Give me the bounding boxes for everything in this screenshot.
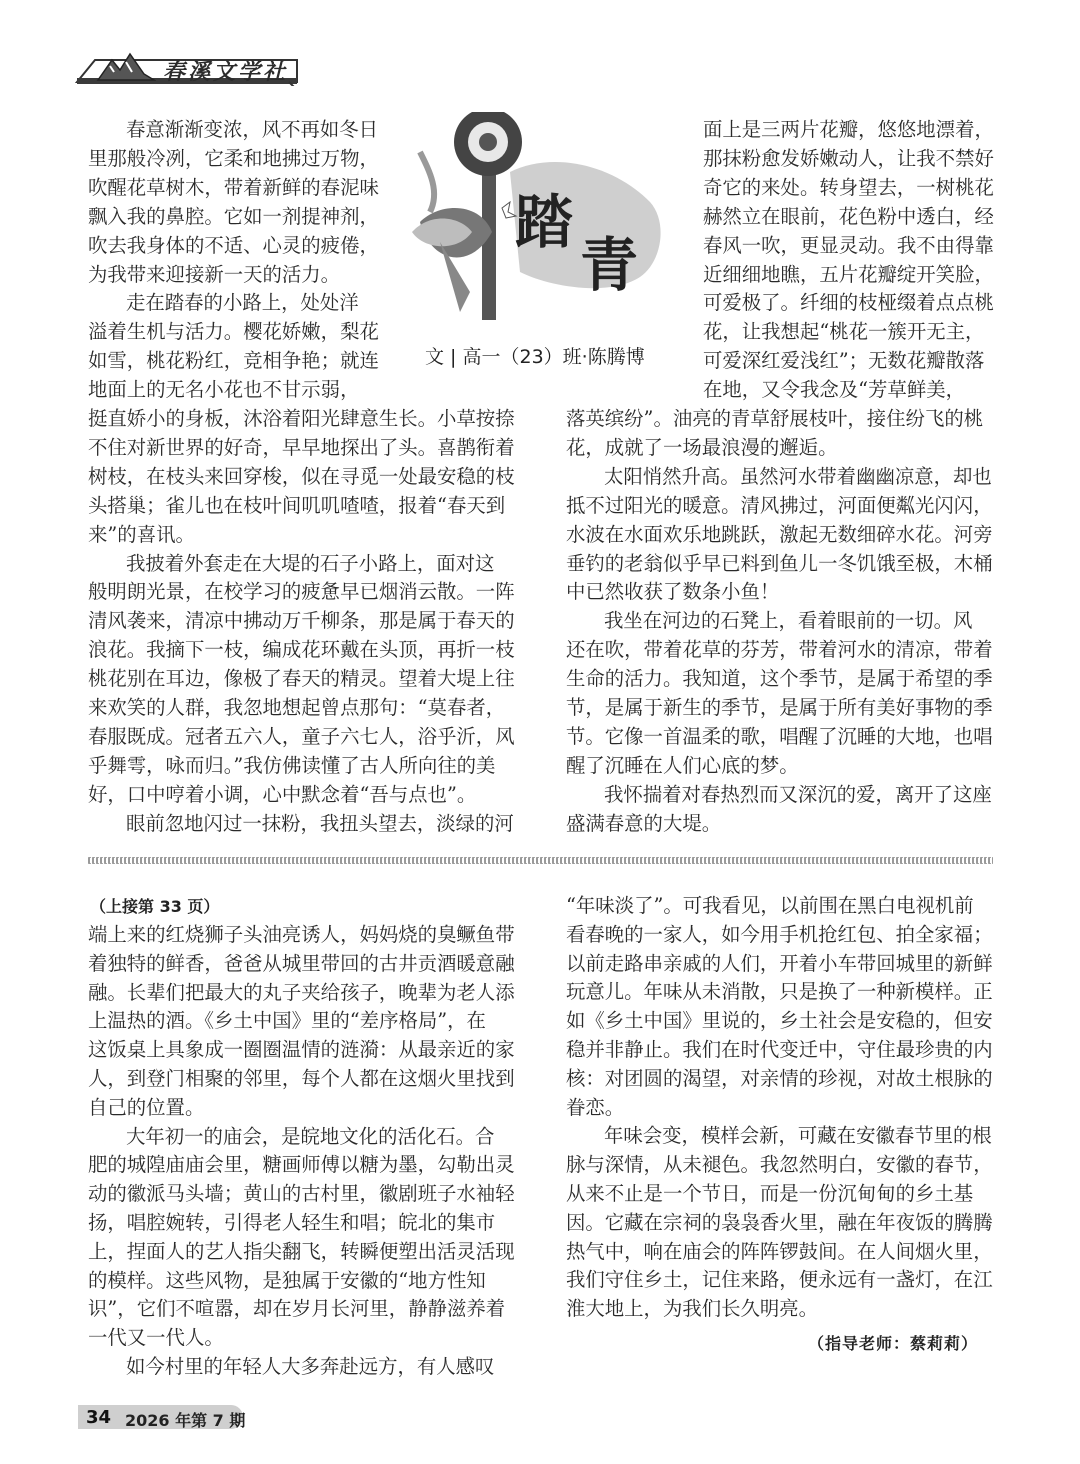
text-line: 如雪，桃花粉红，竞相争艳；就连 <box>88 349 379 373</box>
text-line: 在地，又令我念及“芳草鲜美， <box>703 378 965 402</box>
text-line: 端上来的红烧狮子头油亮诱人，妈妈烧的臭鳜鱼带 <box>88 923 515 946</box>
text-line: 生命的活力。我知道，这个季节，是属于希望的季 <box>566 667 993 691</box>
text-line: 融。长辈们把最大的丸子夹给孩子，晚辈为老人添 <box>88 980 515 1004</box>
text-line: 水波在水面欢乐地跳跃，激起无数细碎水花。河旁 <box>566 522 993 546</box>
text-line: 如《乡土中国》里说的，乡土社会是安稳的，但安 <box>566 1009 993 1033</box>
text-line: 一代又一代人。 <box>88 1326 224 1350</box>
text-line: 这饭桌上具象成一圈圈温情的涟漪：从最亲近的家 <box>88 1038 515 1062</box>
text-line: 头搭巢；雀儿也在枝叶间叽叽喳喳，报着“春天到 <box>88 493 506 517</box>
text-line: 大年初一的庙会，是皖地文化的活化石。合 <box>126 1124 495 1148</box>
text-line: 眼前忽地闪过一抹粉，我扭头望去，淡绿的河 <box>126 811 514 835</box>
text-line: 节，是属于新生的季节，是属于所有美好事物的季 <box>566 696 993 719</box>
text-line: 我怀揣着对春热烈而又深沉的爱，离开了这座 <box>604 782 992 806</box>
section-divider <box>88 857 993 864</box>
text-line: 着独特的鲜香，爸爸从城里带回的古井贡酒暖意融 <box>88 951 515 975</box>
continued-label: （上接第 33 页） <box>90 897 220 916</box>
text-line: 吹去我身体的不适、心灵的疲倦， <box>88 233 379 257</box>
text-line: 吹醒花草树木，带着新鲜的春泥味 <box>88 175 379 199</box>
text-line: 桃花别在耳边，像极了春天的精灵。望着大堤上往 <box>88 667 515 691</box>
text-line: 春意渐渐变浓，风不再如冬日 <box>126 118 379 141</box>
text-line: 动的徽派马头墙；黄山的古村里，徽剧班子水袖轻 <box>88 1182 515 1206</box>
text-line: 挺直娇小的身板，沐浴着阳光肆意生长。小草按捺 <box>88 407 515 430</box>
text-line: 不住对新世界的好奇，早早地探出了头。喜鹊衔着 <box>88 435 515 459</box>
text-line: 为我带来迎接新一天的活力。 <box>88 262 341 286</box>
text-line: 热气中，响在庙会的阵阵锣鼓间。在人间烟火里， <box>566 1239 993 1263</box>
text-line: 脉与深情，从未褪色。我忽然明白，安徽的春节， <box>566 1153 993 1177</box>
text-line: 玩意儿。年味从未消散，只是换了一种新模样。正 <box>566 980 993 1004</box>
text-line: 里那般冷冽，它柔和地拂过万物， <box>88 146 379 170</box>
text-line: 中已然收获了数条小鱼！ <box>566 580 780 604</box>
text-line: 奇它的来处。转身望去，一树桃花 <box>703 175 994 199</box>
title-char-qing: 青 <box>580 231 639 299</box>
text-line: 醒了沉睡在人们心底的梦。 <box>566 753 799 777</box>
text-line: 清风袭来，清凉中拂动万千柳条，那是属于春天的 <box>88 609 515 633</box>
text-line: 地面上的无名小花也不甘示弱， <box>88 378 360 402</box>
text-line: 扬，唱腔婉转，引得老人轻生和唱；皖北的集市 <box>88 1211 496 1234</box>
text-line: 我坐在河边的石凳上，看着眼前的一切。风 <box>604 609 973 633</box>
text-line: 溢着生机与活力。樱花娇嫩，梨花 <box>88 320 379 344</box>
text-line: 飘入我的鼻腔。它如一剂提神剂， <box>88 204 379 228</box>
text-line: 抵不过阳光的暖意。清风拂过，河面便粼光闪闪， <box>566 493 993 517</box>
text-line: 核：对团圆的渴望，对亲情的珍视，对故土根脉的 <box>566 1066 993 1090</box>
text-line: 般明朗光景，在校学习的疲惫早已烟消云散。一阵 <box>88 580 515 604</box>
page-number: 34 <box>86 1407 112 1428</box>
text-line: 人，到登门相聚的邻里，每个人都在这烟火里找到 <box>88 1067 515 1090</box>
text-line: “年味淡了”。可我看见，以前围在黑白电视机前 <box>566 894 974 917</box>
text-line: 淮大地上，为我们长久明亮。 <box>566 1297 819 1321</box>
text-line: 垂钓的老翁似乎早已料到鱼儿一冬饥饿至极，木桶 <box>566 551 993 575</box>
text-line: 来欢笑的人群，我忽地想起曾点那句：“莫春者， <box>88 696 506 719</box>
text-line: 好，口中哼着小调，心中默念着“吾与点也”。 <box>88 782 477 806</box>
text-line: 花，让我想起“桃花一簇开无主， <box>703 320 985 344</box>
text-line: 树枝，在枝头来回穿梭，似在寻觅一处最安稳的枝 <box>88 464 515 488</box>
text-line: 上，捏面人的艺人指尖翻飞，转瞬便塑出活灵活现 <box>88 1239 515 1263</box>
text-line: 浪花。我摘下一枝，编成花环戴在头顶，再折一枝 <box>88 638 515 662</box>
text-line: 的模样。这些风物，是独属于安徽的“地方性知 <box>88 1268 486 1292</box>
text-line: 面上是三两片花瓣，悠悠地漂着， <box>703 118 994 141</box>
text-line: 上温热的酒。《乡土中国》里的“差序格局”，在 <box>88 1009 486 1033</box>
text-line: 从来不止是一个节日，而是一份沉甸甸的乡土基 <box>566 1182 974 1205</box>
text-line: 识”，它们不喧嚣，却在岁月长河里，静静滋养着 <box>88 1297 506 1321</box>
text-line: 肥的城隍庙庙会里，糖画师傅以糖为墨，勾勒出灵 <box>88 1153 515 1177</box>
text-line: 稳并非静止。我们在时代变迁中，守住最珍贵的内 <box>566 1038 993 1061</box>
text-line: 那抹粉愈发娇嫩动人，让我不禁好 <box>703 146 994 170</box>
text-line: 眷恋。 <box>566 1095 625 1119</box>
teacher-note: （指导老师：蔡莉莉） <box>808 1334 979 1353</box>
text-line: 以前走路串亲戚的人们，开着小车带回城里的新鲜 <box>566 951 993 975</box>
text-line: 年味会变，模样会新，可藏在安徽春节里的根 <box>604 1124 992 1148</box>
text-line: 落英缤纷”。油亮的青草舒展枝叶，接住纷飞的桃 <box>566 407 984 430</box>
text-line: 乎舞雩，咏而归。”我仿佛读懂了古人所向往的美 <box>88 753 496 777</box>
text-line: 近细细地瞧，五片花瓣绽开笑脸， <box>703 262 994 286</box>
text-line: 我们守住乡土，记住来路，便永远有一盏灯，在江 <box>566 1268 993 1292</box>
text-line: 盛满春意的大堤。 <box>566 811 722 835</box>
text-line: 节。它像一首温柔的歌，唱醒了沉睡的大地，也唱 <box>566 724 993 748</box>
text-line: 还在吹，带着花草的芬芳，带着河水的清凉，带着 <box>566 638 993 662</box>
text-line: 如今村里的年轻人大多奔赴远方，有人感叹 <box>126 1355 495 1378</box>
byline: 文 | 高一（23）班·陈腾博 <box>425 346 645 368</box>
mountain-logo-icon <box>96 50 156 84</box>
text-line: 自己的位置。 <box>88 1095 205 1119</box>
text-line: 来”的喜讯。 <box>88 522 195 546</box>
title-char-ta: 踏 <box>515 188 574 256</box>
text-line: 走在踏春的小路上，处处洋 <box>126 291 359 315</box>
column-title: 春溪文学社 <box>163 59 289 85</box>
text-line: 可爱极了。纤细的枝桠缀着点点桃 <box>703 291 994 315</box>
text-line: 看春晚的一家人，如今用手机抢红包、拍全家福； <box>566 922 993 946</box>
text-line: 春风一吹，更显灵动。我不由得靠 <box>703 233 994 257</box>
text-line: 我披着外套走在大堤的石子小路上，面对这 <box>126 551 495 575</box>
issue-label: 2026 年第 7 期 <box>125 1411 246 1430</box>
text-line: 太阳悄然升高。虽然河水带着幽幽凉意，却也 <box>604 464 992 488</box>
text-line: 因。它藏在宗祠的袅袅香火里，融在年夜饭的腾腾 <box>566 1210 993 1234</box>
text-line: 可爱深红爱浅红”；无数花瓣散落 <box>703 349 985 373</box>
text-line: 春服既成。冠者五六人，童子六七人，浴乎沂，风 <box>88 724 515 748</box>
text-line: 花，成就了一场最浪漫的邂逅。 <box>566 435 838 459</box>
text-line: 赫然立在眼前，花色粉中透白，经 <box>703 204 994 228</box>
